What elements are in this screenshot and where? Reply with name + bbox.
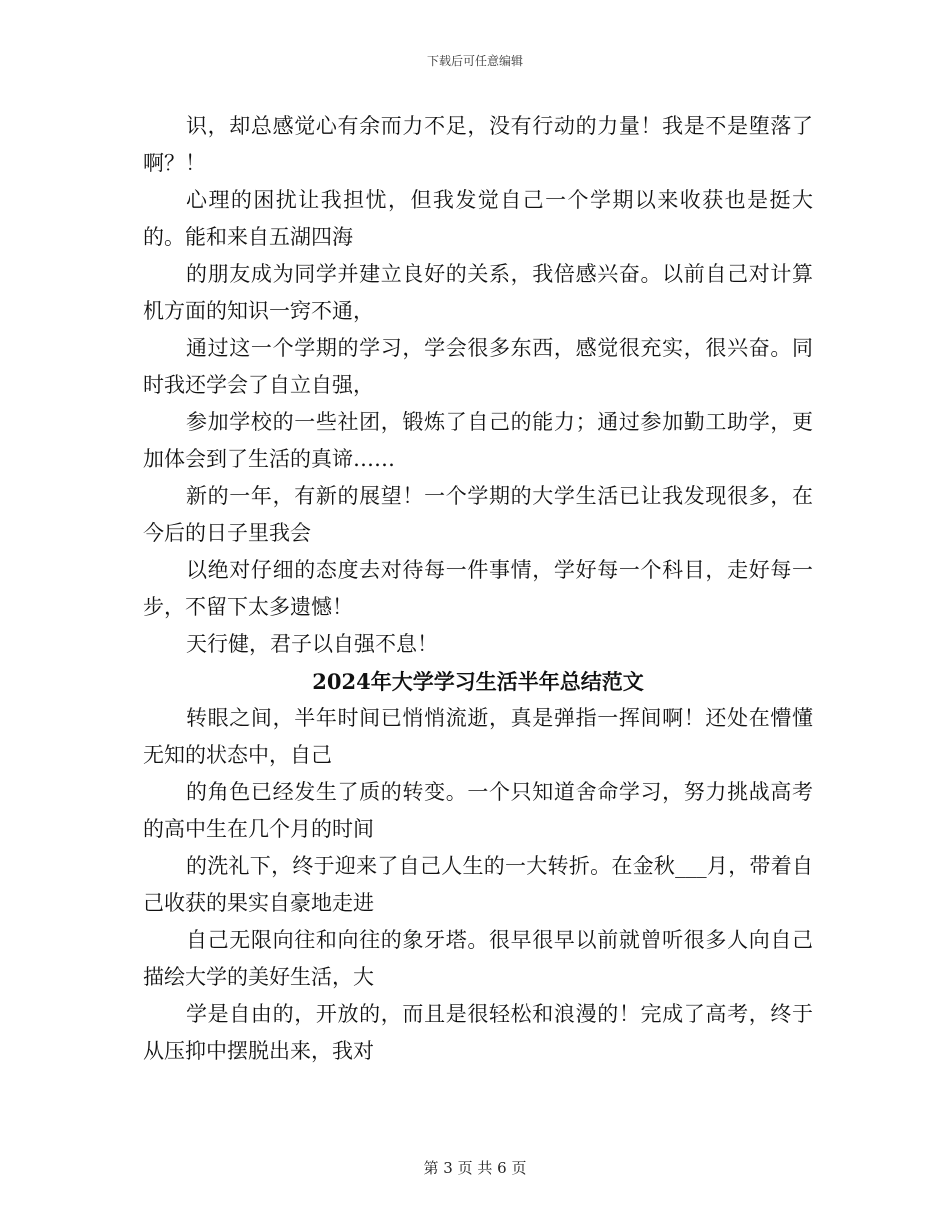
paragraph: 转眼之间，半年时间已悄悄流逝，真是弹指一挥间啊！还处在懵懂无知的状态中，自己 (143, 706, 813, 767)
paragraph: 学是自由的，开放的，而且是很轻松和浪漫的！完成了高考，终于从压抑中摆脱出来，我对 (143, 1002, 813, 1063)
page-header: 下载后可任意编辑 (426, 54, 523, 68)
paragraph: 的朋友成为同学并建立良好的关系，我倍感兴奋。以前自己对计算机方面的知识一窍不通， (143, 262, 813, 323)
paragraph: 以绝对仔细的态度去对待每一件事情，学好每一个科目，走好每一步，不留下太多遗憾！ (143, 558, 813, 619)
paragraph: 参加学校的一些社团，锻炼了自己的能力；通过参加勤工助学，更加体会到了生活的真谛…… (143, 410, 813, 471)
document-body (143, 108, 813, 1070)
paragraph: 通过这一个学期的学习，学会很多东西，感觉很充实，很兴奋。同时我还学会了自立自强， (143, 336, 813, 397)
paragraph: 自己无限向往和向往的象牙塔。很早很早以前就曾听很多人向自己描绘大学的美好生活，大 (143, 928, 813, 989)
paragraph: 的角色已经发生了质的转变。一个只知道舍命学习，努力挑战高考的高中生在几个月的时间 (143, 780, 813, 841)
paragraph: 新的一年，有新的展望！一个学期的大学生活已让我发现很多，在今后的日子里我会 (143, 484, 813, 545)
paragraph: 天行健，君子以自强不息！ (186, 632, 438, 656)
paragraph: 心理的困扰让我担忧，但我发觉自己一个学期以来收获也是挺大的。能和来自五湖四海 (143, 188, 813, 249)
paragraph: 识，却总感觉心有余而力不足，没有行动的力量！我是不是堕落了啊？！ (143, 114, 813, 175)
paragraph: 的洗礼下，终于迎来了自己人生的一大转折。在金秋___月，带着自己收获的果实自豪地走进 (143, 854, 813, 915)
section-heading: 2024年大学学习生活半年总结范文 (312, 669, 644, 694)
page-number-footer: 第 3 页 共 6 页 (423, 1159, 527, 1177)
